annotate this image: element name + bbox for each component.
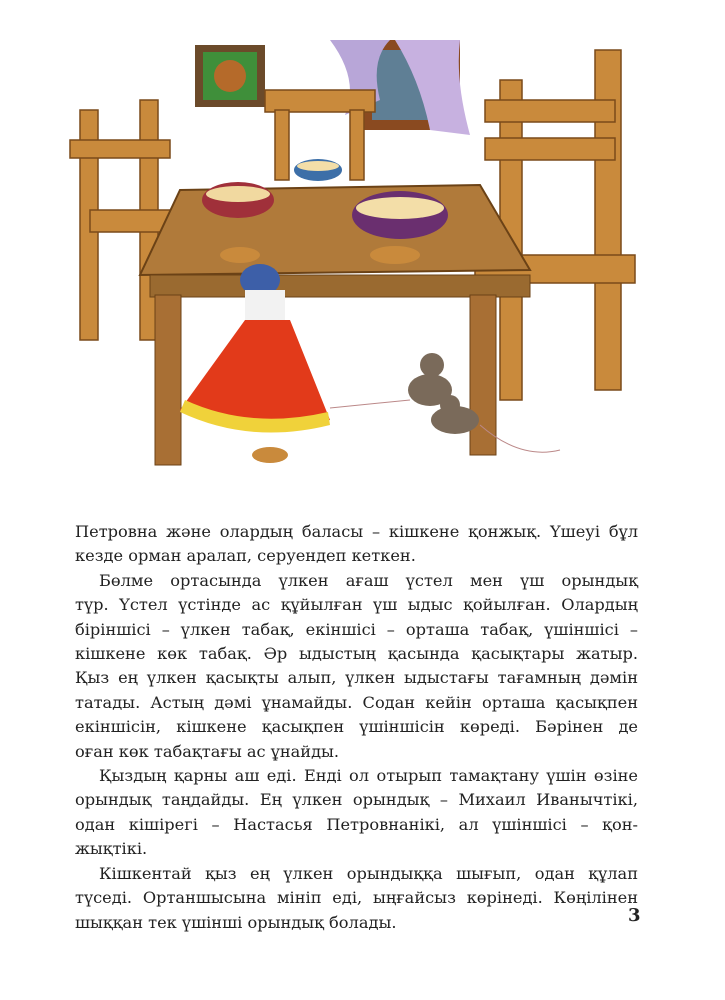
- text-line: татады. Астың дәмі ұнамайды. Содан кейін орташа қасықпен: [75, 692, 638, 712]
- spoon: [220, 247, 260, 263]
- paragraph: [75, 569, 638, 764]
- story-text: [75, 520, 638, 935]
- text-line: оған көк табақтағы ас ұнайды.: [75, 741, 340, 761]
- text-line: Қыз ең үлкен қасықты алып, үлкен ыдыстағы тағамның дәмін: [75, 668, 638, 688]
- text-line: кезде орман аралап, серуендеп кеткен.: [75, 546, 416, 566]
- illustration-girl-at-bears-table: [60, 20, 640, 490]
- text-line: орындық таңдайды. Ең үлкен орындық – Михаил Иванычтікі,: [75, 790, 638, 810]
- text-line: екіншісін, кішкене қасықпен үшіншісін көреді. Бәрінен де: [75, 717, 638, 737]
- text-line: Бөлме ортасында үлкен ағаш үстел мен үш орындық: [99, 570, 638, 590]
- wooden-table: [140, 185, 530, 275]
- bear-face-icon: [214, 60, 246, 92]
- text-line: түр. Үстел үстінде ас құйылған үш ыдыс қойылған. Олардың: [75, 595, 638, 615]
- mice: [408, 353, 479, 434]
- text-line: Қыздың қарны аш еді. Енді ол отырып тамақтану үшін өзіне: [99, 766, 638, 786]
- paragraph: [75, 520, 638, 569]
- text-line: кішкене көк табақ. Әр ыдыстың қасында қасықтары жатыр.: [75, 644, 638, 664]
- text-line: жықтікі.: [75, 839, 148, 859]
- paragraph: [75, 764, 638, 862]
- text-line: шыққан тек үшінші орындық болады.: [75, 912, 397, 932]
- page-number: 3: [628, 905, 641, 926]
- text-line: түседі. Ортаншысына мініп еді, ыңғайсыз көрінеді. Көңілінен: [75, 888, 638, 908]
- text-line: біріншісі – үлкен табақ, екіншісі – орташа табақ, үшіншісі –: [75, 619, 638, 639]
- text-line: одан кішірегі – Настасья Петровнанікі, ал үшіншісі – қон-: [75, 814, 638, 834]
- text-line: Петровна және олардың баласы – кішкене қонжық. Үшеуі бұл: [75, 522, 638, 541]
- paragraph: [75, 862, 638, 935]
- spoon: [370, 246, 420, 264]
- text-line: Кішкентай қыз ең үлкен орындыққа шығып, одан құлап: [99, 863, 638, 883]
